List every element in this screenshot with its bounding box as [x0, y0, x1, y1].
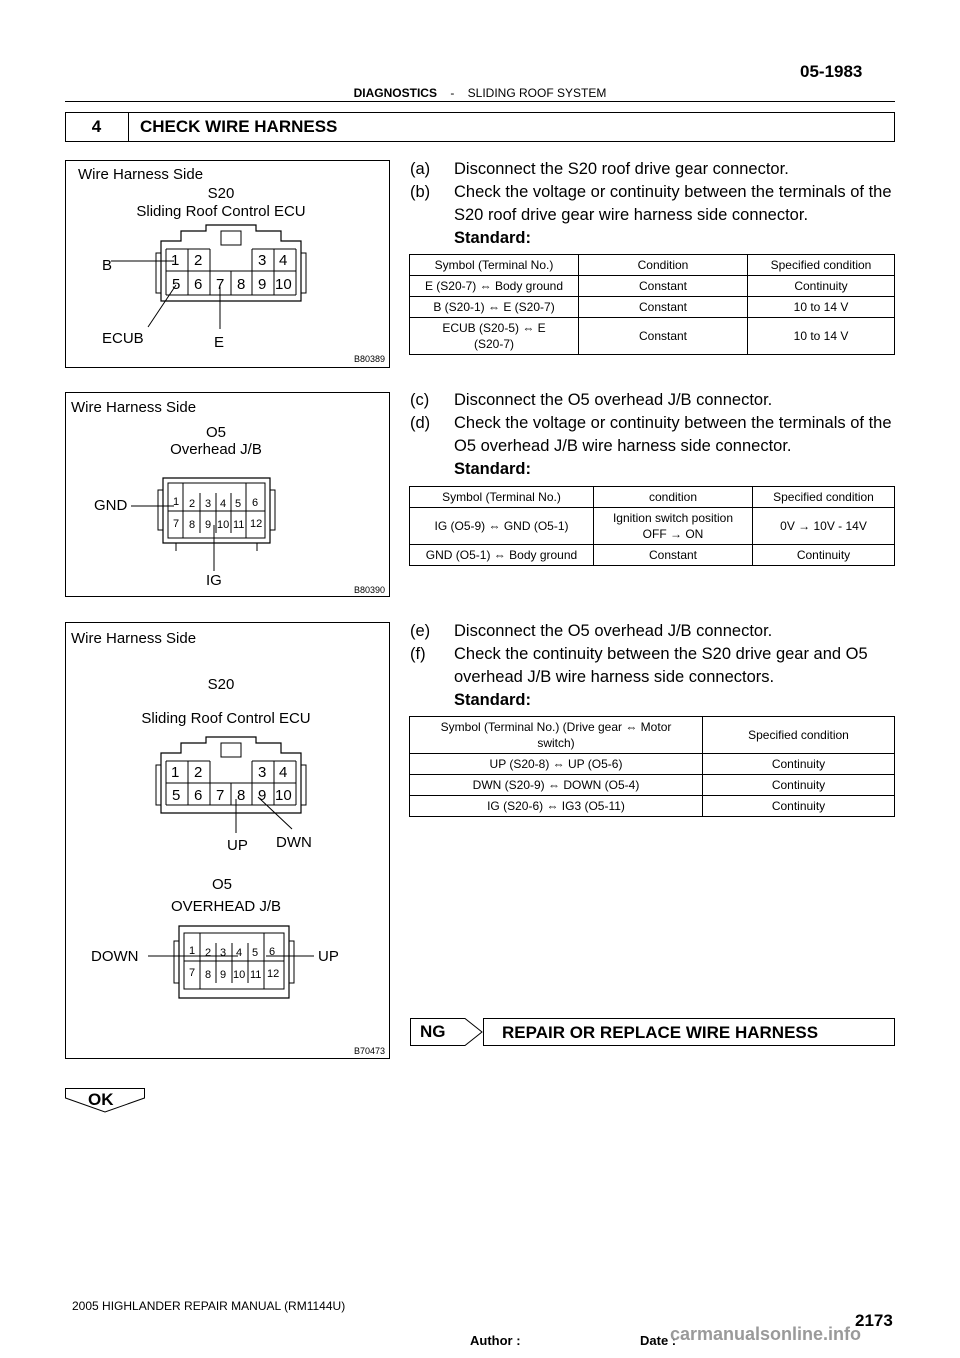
fig2-pin-4: 4 — [220, 498, 227, 510]
fig1-callout-ecub: ECUB — [102, 330, 144, 347]
table-cell: Continuity — [703, 775, 895, 796]
header-section: DIAGNOSTICS — [353, 86, 437, 100]
step-c-letter: (c) — [410, 391, 430, 409]
fig3-o5-pin-6: 6 — [269, 946, 276, 958]
table-cell: GND (O5-1) ⇔ Body ground — [410, 545, 594, 566]
table-header-row — [410, 717, 895, 754]
fig1-pin-10: 10 — [275, 276, 292, 293]
table-row — [410, 276, 895, 297]
step-d-text: Check the voltage or continuity between the terminals of the O5 overhead J/B wire harness side connector. — [454, 414, 892, 455]
fig3-connector2: O5 — [211, 876, 232, 893]
fig2-pin-1: 1 — [173, 496, 180, 508]
block3-instructions — [410, 620, 900, 710]
table-header-cell: Specified condition — [748, 255, 895, 276]
table-cell: Continuity — [748, 276, 895, 297]
fig2-pin-10: 10 — [217, 519, 230, 531]
fig3-component1: Sliding Roof Control ECU — [141, 710, 311, 727]
fig2-callout-gnd: GND — [94, 497, 128, 514]
step-c-text: Disconnect the O5 overhead J/B connector. — [454, 391, 773, 409]
fig3-o5-pin-1: 1 — [189, 945, 196, 957]
table-row — [410, 508, 895, 545]
block2-instructions — [410, 389, 900, 479]
fig2-connector: O5 — [205, 424, 226, 441]
table-cell: B (S20-1) ⇔ E (S20-7) — [410, 297, 579, 318]
table-cell: IG (S20-6) ⇔ IG3 (O5-11) — [410, 796, 703, 817]
step-b-text: Check the voltage or continuity between the terminals of the S20 roof drive gear wire harness side connector. — [454, 183, 892, 224]
table-row — [410, 318, 895, 355]
fig3-component2: OVERHEAD J/B — [170, 898, 282, 915]
ng-action: REPAIR OR REPLACE WIRE HARNESS — [483, 1018, 895, 1046]
ok-label: OK — [88, 1090, 114, 1109]
table-row — [410, 297, 895, 318]
fig3-s20-pin-6: 6 — [194, 787, 203, 804]
fig2-code: B80390 — [354, 585, 386, 595]
table-cell: 10 to 14 V — [748, 318, 895, 355]
watermark: carmanualsonline.info — [670, 1324, 862, 1344]
ok-tag — [65, 1088, 145, 1112]
ng-label: NG — [420, 1022, 446, 1041]
fig3-o5-pin-11: 11 — [250, 969, 262, 981]
fig3-s20-pin-3: 3 — [258, 764, 267, 781]
table-row — [410, 545, 895, 566]
o5-connector-drawing — [66, 393, 389, 596]
running-header — [0, 86, 960, 100]
step-f-text: Check the continuity between the S20 drive gear and O5 overhead J/B wire harness side connectors. — [454, 645, 868, 686]
table-cell: Continuity — [753, 545, 895, 566]
fig3-s20-pin-1: 1 — [171, 764, 180, 781]
fig2-pin-7: 7 — [173, 518, 180, 530]
fig1-pin-8: 8 — [237, 276, 246, 293]
table-row — [410, 796, 895, 817]
fig3-o5-pin-8: 8 — [205, 969, 212, 981]
fig3-s20-pin-9: 9 — [258, 787, 267, 804]
step-a-letter: (a) — [410, 160, 431, 178]
fig1-callout-e: E — [214, 334, 225, 351]
fig1-pin-4: 4 — [279, 252, 288, 269]
table-header-row — [410, 487, 895, 508]
block3-spec-table — [409, 716, 895, 817]
fig1-connector: S20 — [207, 185, 235, 202]
step-a-text: Disconnect the S20 roof drive gear connector. — [454, 160, 789, 178]
fig2-pin-3: 3 — [205, 498, 212, 510]
page-code: 05-1983 — [800, 62, 863, 81]
header-rule — [65, 101, 895, 102]
fig3-connector1: S20 — [207, 676, 235, 693]
table-cell: Constant — [579, 276, 748, 297]
fig1-pin-7: 7 — [216, 276, 225, 293]
table-header-cell: Symbol (Terminal No.) (Drive gear ⇔ Motor switch) — [410, 717, 703, 754]
step-f-letter: (f) — [410, 645, 426, 663]
fig3-s20-pin-10: 10 — [275, 787, 292, 804]
fig2-pin-2: 2 — [189, 498, 196, 510]
fig3-heading: Wire Harness Side — [71, 630, 197, 647]
footer-author-label: Author : — [470, 1333, 521, 1348]
table-header-cell: Condition — [579, 255, 748, 276]
table-row — [410, 775, 895, 796]
block2-standard: Standard: — [454, 460, 532, 478]
step-e-text: Disconnect the O5 overhead J/B connector. — [454, 622, 773, 640]
block1-instructions — [410, 158, 900, 248]
table-cell: ECUB (S20-5) ⇔ E (S20-7) — [410, 318, 579, 355]
step-d-letter: (d) — [410, 414, 431, 432]
fig2-pin-6: 6 — [252, 497, 259, 509]
fig3-o5-pin-10: 10 — [233, 969, 246, 981]
fig2-pin-8: 8 — [189, 519, 196, 531]
table-header-cell: condition — [594, 487, 753, 508]
fig2-pin-5: 5 — [235, 498, 242, 510]
fig3-o5-pin-9: 9 — [220, 969, 227, 981]
fig2-pin-9: 9 — [205, 519, 212, 531]
fig3-callout-dwn: DWN — [276, 834, 312, 851]
header-subsection: SLIDING ROOF SYSTEM — [467, 86, 607, 100]
block3-standard: Standard: — [454, 691, 532, 709]
fig3-s20-pin-2: 2 — [194, 764, 203, 781]
fig1-pin-2: 2 — [194, 252, 203, 269]
fig2-component: Overhead J/B — [170, 441, 262, 458]
fig1-code: B80389 — [354, 354, 386, 364]
fig3-code: B70473 — [354, 1046, 386, 1056]
fig3-o5-pin-4: 4 — [236, 947, 243, 959]
fig3-o5-pin-2: 2 — [205, 947, 212, 959]
table-row — [410, 754, 895, 775]
fig2-callout-ig: IG — [206, 572, 222, 589]
header-separator: - — [450, 86, 455, 100]
fig1-pin-6: 6 — [194, 276, 203, 293]
footer-page-number: 2173 — [855, 1311, 893, 1330]
fig3-o5-pin-7: 7 — [189, 967, 196, 979]
footer-date-label: Date : — [640, 1333, 677, 1348]
table-cell: UP (S20-8) ⇔ UP (O5-6) — [410, 754, 703, 775]
fig3-o5-pin-3: 3 — [220, 947, 227, 959]
fig2-pin-11: 11 — [233, 519, 245, 531]
block1-spec-table — [409, 254, 895, 355]
fig1-component: Sliding Roof Control ECU — [136, 203, 306, 220]
table-cell: IG (O5-9) ⇔ GND (O5-1) — [410, 508, 594, 545]
fig3-callout-up: UP — [227, 837, 248, 854]
fig1-pin-1: 1 — [171, 252, 180, 269]
figure-o5-connector — [65, 392, 390, 597]
block1-standard: Standard: — [454, 229, 532, 247]
table-cell: Continuity — [703, 754, 895, 775]
ng-tag — [410, 1018, 470, 1046]
table-header-cell: Specified condition — [703, 717, 895, 754]
fig1-pin-3: 3 — [258, 252, 267, 269]
fig1-callout-b: B — [102, 257, 113, 274]
fig3-callout-o5-up: UP — [318, 948, 339, 965]
table-header-cell: Specified condition — [753, 487, 895, 508]
fig3-s20-pin-4: 4 — [279, 764, 288, 781]
block2-spec-table — [409, 486, 895, 566]
table-header-cell: Symbol (Terminal No.) — [410, 255, 579, 276]
step-number: 4 — [65, 112, 129, 142]
table-cell: 10 to 14 V — [748, 297, 895, 318]
table-cell: Ignition switch position OFF → ON — [594, 508, 753, 545]
step-title: CHECK WIRE HARNESS — [140, 117, 338, 136]
fig2-pin-12: 12 — [250, 518, 263, 530]
table-cell: E (S20-7) ⇔ Body ground — [410, 276, 579, 297]
table-header-cell: Symbol (Terminal No.) — [410, 487, 594, 508]
fig3-s20-pin-5: 5 — [172, 787, 181, 804]
table-cell: Constant — [579, 297, 748, 318]
figure-s20-connector — [65, 160, 390, 368]
fig3-s20-pin-7: 7 — [216, 787, 225, 804]
fig3-callout-down: DOWN — [91, 948, 139, 965]
figure-s20-o5-connectors — [65, 622, 390, 1059]
table-cell: 0V → 10V - 14V — [753, 508, 895, 545]
table-cell: DWN (S20-9) ⇔ DOWN (O5-4) — [410, 775, 703, 796]
fig1-pin-5: 5 — [172, 276, 181, 293]
step-b-letter: (b) — [410, 183, 431, 201]
table-cell: Constant — [594, 545, 753, 566]
step-e-letter: (e) — [410, 622, 431, 640]
fig1-heading: Wire Harness Side — [78, 166, 204, 183]
table-header-row — [410, 255, 895, 276]
fig3-s20-pin-8: 8 — [237, 787, 246, 804]
table-cell: Continuity — [703, 796, 895, 817]
table-cell: Constant — [579, 318, 748, 355]
fig1-pin-9: 9 — [258, 276, 267, 293]
fig3-o5-pin-5: 5 — [252, 947, 259, 959]
fig2-heading: Wire Harness Side — [71, 399, 197, 416]
footer-manual: 2005 HIGHLANDER REPAIR MANUAL (RM1144U) — [72, 1299, 346, 1313]
fig3-o5-pin-12: 12 — [267, 968, 280, 980]
